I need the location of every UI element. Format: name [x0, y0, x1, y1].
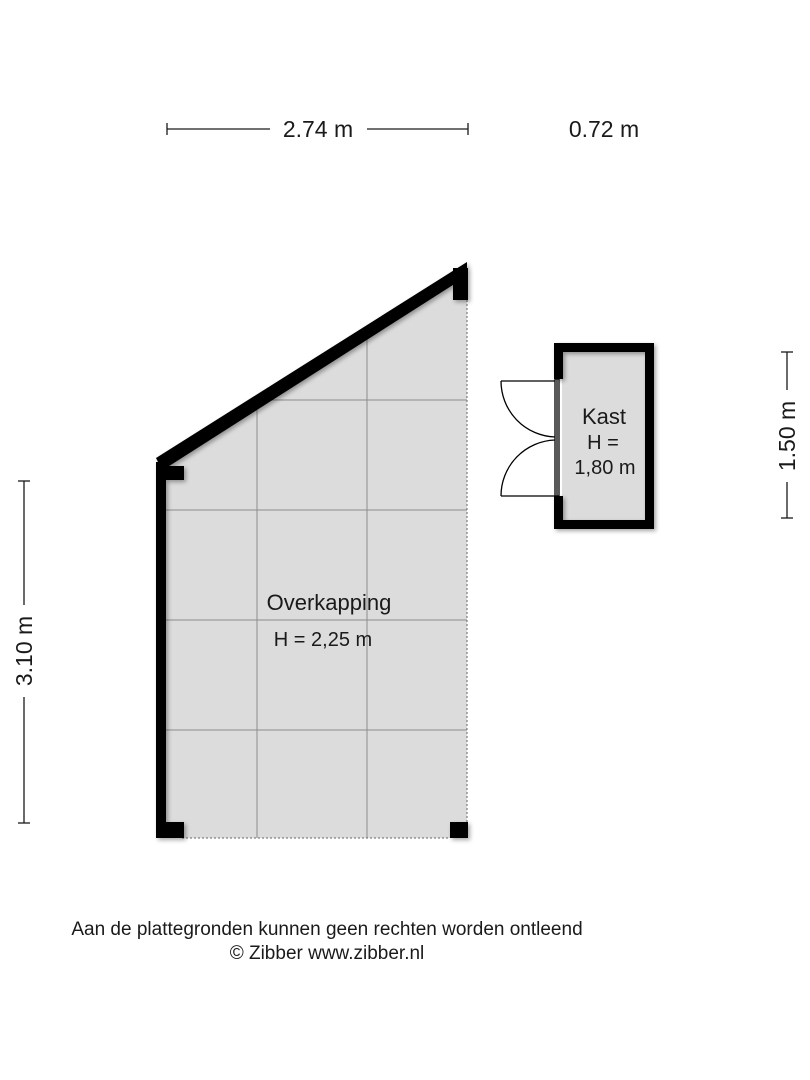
- overkapping-room: [150, 250, 468, 838]
- dimension-left-height-label: 3.10 m: [11, 615, 37, 687]
- post-top-right: [453, 268, 468, 300]
- dimension-top-width-label: 2.74 m: [282, 116, 354, 142]
- kast-room: [501, 343, 654, 529]
- overkapping-label: Overkapping: [266, 590, 392, 615]
- overkapping-floor: [162, 268, 467, 838]
- post-top-left: [156, 466, 184, 480]
- kast-double-door: [501, 379, 559, 496]
- post-bottom-left: [156, 822, 184, 838]
- kast-height-value: 1,80 m: [574, 457, 636, 479]
- kast-height-label: H =: [587, 432, 619, 454]
- overkapping-height: H = 2,25 m: [273, 629, 373, 651]
- footer-disclaimer: Aan de plattegronden kunnen geen rechten worden ontleend: [71, 919, 583, 940]
- footer-copyright: © Zibber www.zibber.nl: [229, 943, 425, 964]
- kast-label: Kast: [581, 404, 627, 429]
- dimension-right-height-label: 1.50 m: [774, 400, 800, 472]
- post-bottom-right: [450, 822, 468, 838]
- dimension-top-right-label: 0.72 m: [568, 116, 640, 142]
- left-wall: [156, 462, 166, 838]
